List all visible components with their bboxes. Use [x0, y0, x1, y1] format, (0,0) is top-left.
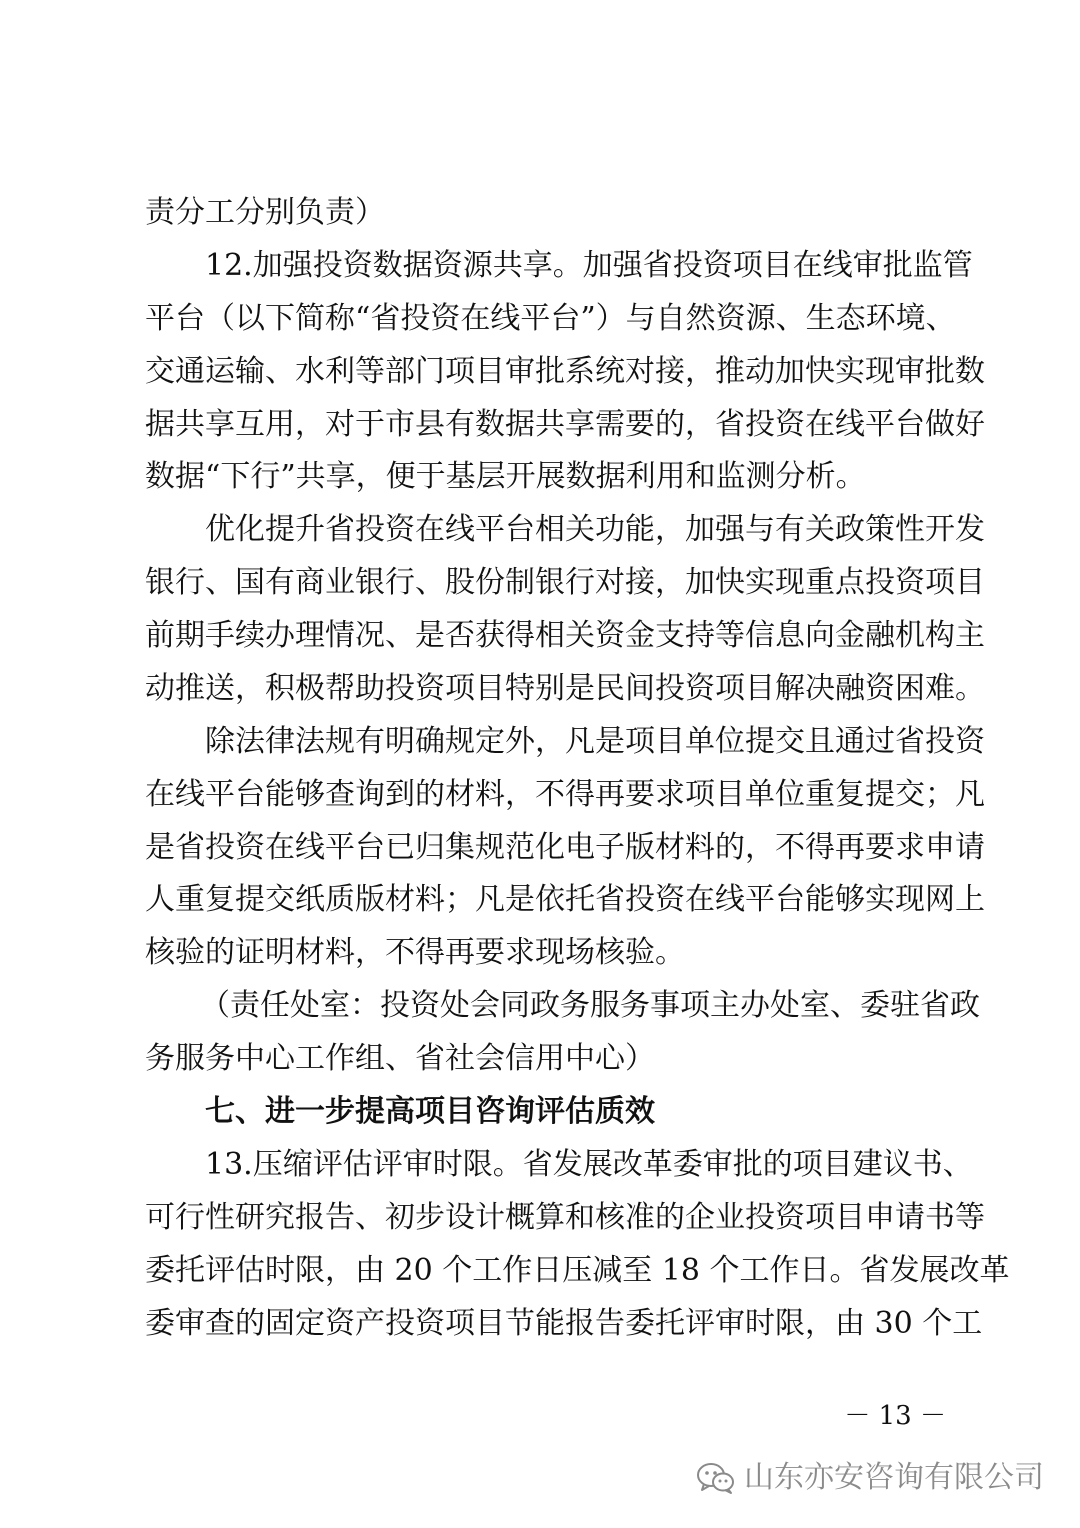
text-line: 平台（以下简称“省投资在线平台”）与自然资源、生态环境、 [145, 301, 956, 336]
text-line: 在线平台能够查询到的材料，不得再要求项目单位重复提交；凡 [145, 777, 985, 812]
text-line: 委审查的固定资产投资项目节能报告委托评审时限，由 30 个工 [145, 1306, 983, 1341]
text-line: （责任处室：投资处会同政务服务事项主办处室、委驻省政 [200, 988, 980, 1023]
text-line: 优化提升省投资在线平台相关功能，加强与有关政策性开发 [205, 512, 985, 547]
watermark [696, 1458, 1044, 1498]
text-line: 务服务中心工作组、省社会信用中心） [145, 1041, 655, 1076]
text-line: 交通运输、水利等部门项目审批系统对接，推动加快实现审批数 [145, 354, 985, 389]
text-line: 银行、国有商业银行、股份制银行对接，加快实现重点投资项目 [145, 565, 985, 600]
wechat-icon [696, 1461, 736, 1495]
watermark-text: 山东亦安咨询有限公司 [744, 1460, 1044, 1495]
text-line: 除法律法规有明确规定外，凡是项目单位提交且通过省投资 [205, 724, 985, 759]
page-number: － 13 － [844, 1401, 946, 1431]
section-heading: 七、进一步提高项目咨询评估质效 [205, 1094, 655, 1129]
text-line: 人重复提交纸质版材料；凡是依托省投资在线平台能够实现网上 [145, 882, 985, 917]
text-line: 是省投资在线平台已归集规范化电子版材料的，不得再要求申请 [145, 830, 985, 865]
text-line: 前期手续办理情况、是否获得相关资金支持等信息向金融机构主 [145, 618, 985, 653]
text-line: 责分工分别负责） [145, 195, 385, 230]
text-line: 13.压缩评估评审时限。省发展改革委审批的项目建议书、 [205, 1147, 973, 1182]
text-line: 委托评估时限，由 20 个工作日压减至 18 个工作日。省发展改革 [145, 1253, 1010, 1288]
text-line: 可行性研究报告、初步设计概算和核准的企业投资项目申请书等 [145, 1200, 985, 1235]
text-line: 动推送，积极帮助投资项目特别是民间投资项目解决融资困难。 [145, 671, 985, 706]
text-line: 据共享互用，对于市县有数据共享需要的，省投资在线平台做好 [145, 407, 985, 442]
text-line: 核验的证明材料，不得再要求现场核验。 [145, 935, 685, 970]
text-line: 数据“下行”共享，便于基层开展数据利用和监测分析。 [145, 459, 866, 494]
text-line: 12.加强投资数据资源共享。加强省投资项目在线审批监管 [205, 248, 973, 283]
